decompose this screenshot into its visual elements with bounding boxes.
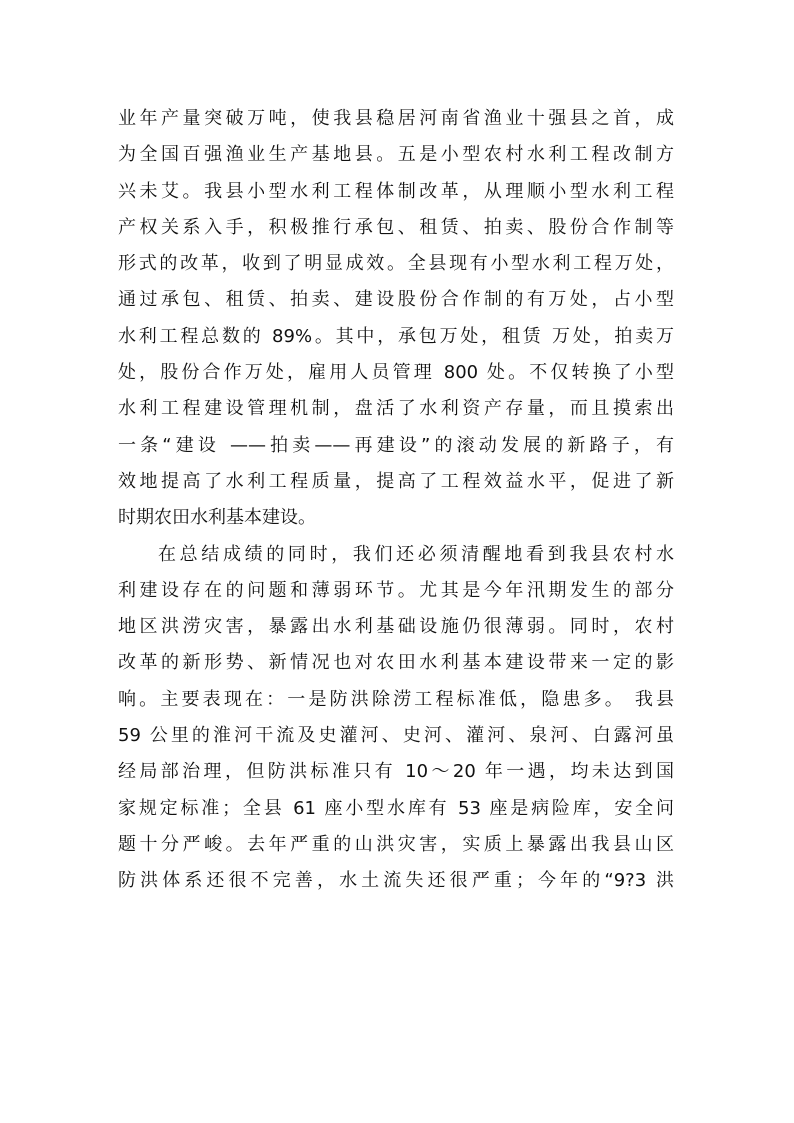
- text-line: 通过承包、租赁、拍卖、建设股份合作制的有万处，占小型: [118, 289, 674, 311]
- text-line: 59 公里的淮河干流及史灌河、史河、灌河、泉河、白露河虽: [118, 725, 674, 747]
- text-line: 效地提高了水利工程质量，提高了工程效益水平，促进了新: [118, 470, 674, 492]
- paragraph-end-line: 时期农田水利基本建设。: [118, 507, 316, 529]
- text-line: 利建设存在的问题和薄弱环节。尤其是今年汛期发生的部分: [118, 579, 674, 601]
- body-text: [118, 101, 674, 900]
- text-line: 一条“建设 ——拍卖——再建设”的滚动发展的新路子，有: [118, 434, 674, 456]
- paragraph-first-line: 在总结成绩的同时，我们还必须清醒地看到我县农村水: [158, 543, 674, 565]
- text-line: 经局部治理，但防洪标准只有 10～20 年一遇，均未达到国: [118, 761, 674, 783]
- text-line: 兴未艾。我县小型水利工程体制改革，从理顺小型水利工程: [118, 180, 674, 202]
- text-line: 业年产量突破万吨，使我县稳居河南省渔业十强县之首，成: [118, 108, 674, 129]
- text-line: 形式的改革，收到了明显成效。全县现有小型水利工程万处，: [118, 253, 674, 275]
- text-line: 防洪体系还很不完善，水土流失还很严重；今年的“9?3 洪: [118, 870, 674, 892]
- text-line: 题十分严峻。去年严重的山洪灾害，实质上暴露出我县山区: [118, 833, 674, 855]
- text-line: 处，股份合作万处，雇用人员管理 800 处。不仅转换了小型: [118, 362, 674, 384]
- text-line: 响。主要表现在：一是防洪除涝工程标准低，隐患多。 我县: [118, 688, 674, 710]
- text-line: 水利工程总数的 89%。其中，承包万处，租赁 万处，拍卖万: [118, 325, 674, 347]
- text-line: 家规定标准；全县 61 座小型水库有 53 座是病险库，安全问: [118, 797, 674, 819]
- text-line: 水利工程建设管理机制，盘活了水利资产存量，而且摸索出: [118, 398, 674, 420]
- text-line: 改革的新形势、新情况也对农田水利基本建设带来一定的影: [118, 652, 674, 674]
- text-line: 产权关系入手，积极推行承包、租赁、拍卖、股份合作制等: [118, 216, 674, 238]
- text-line: 为全国百强渔业生产基地县。五是小型农村水利工程改制方: [118, 144, 674, 166]
- text-line: 地区洪涝灾害，暴露出水利基础设施仍很薄弱。同时，农村: [118, 616, 674, 638]
